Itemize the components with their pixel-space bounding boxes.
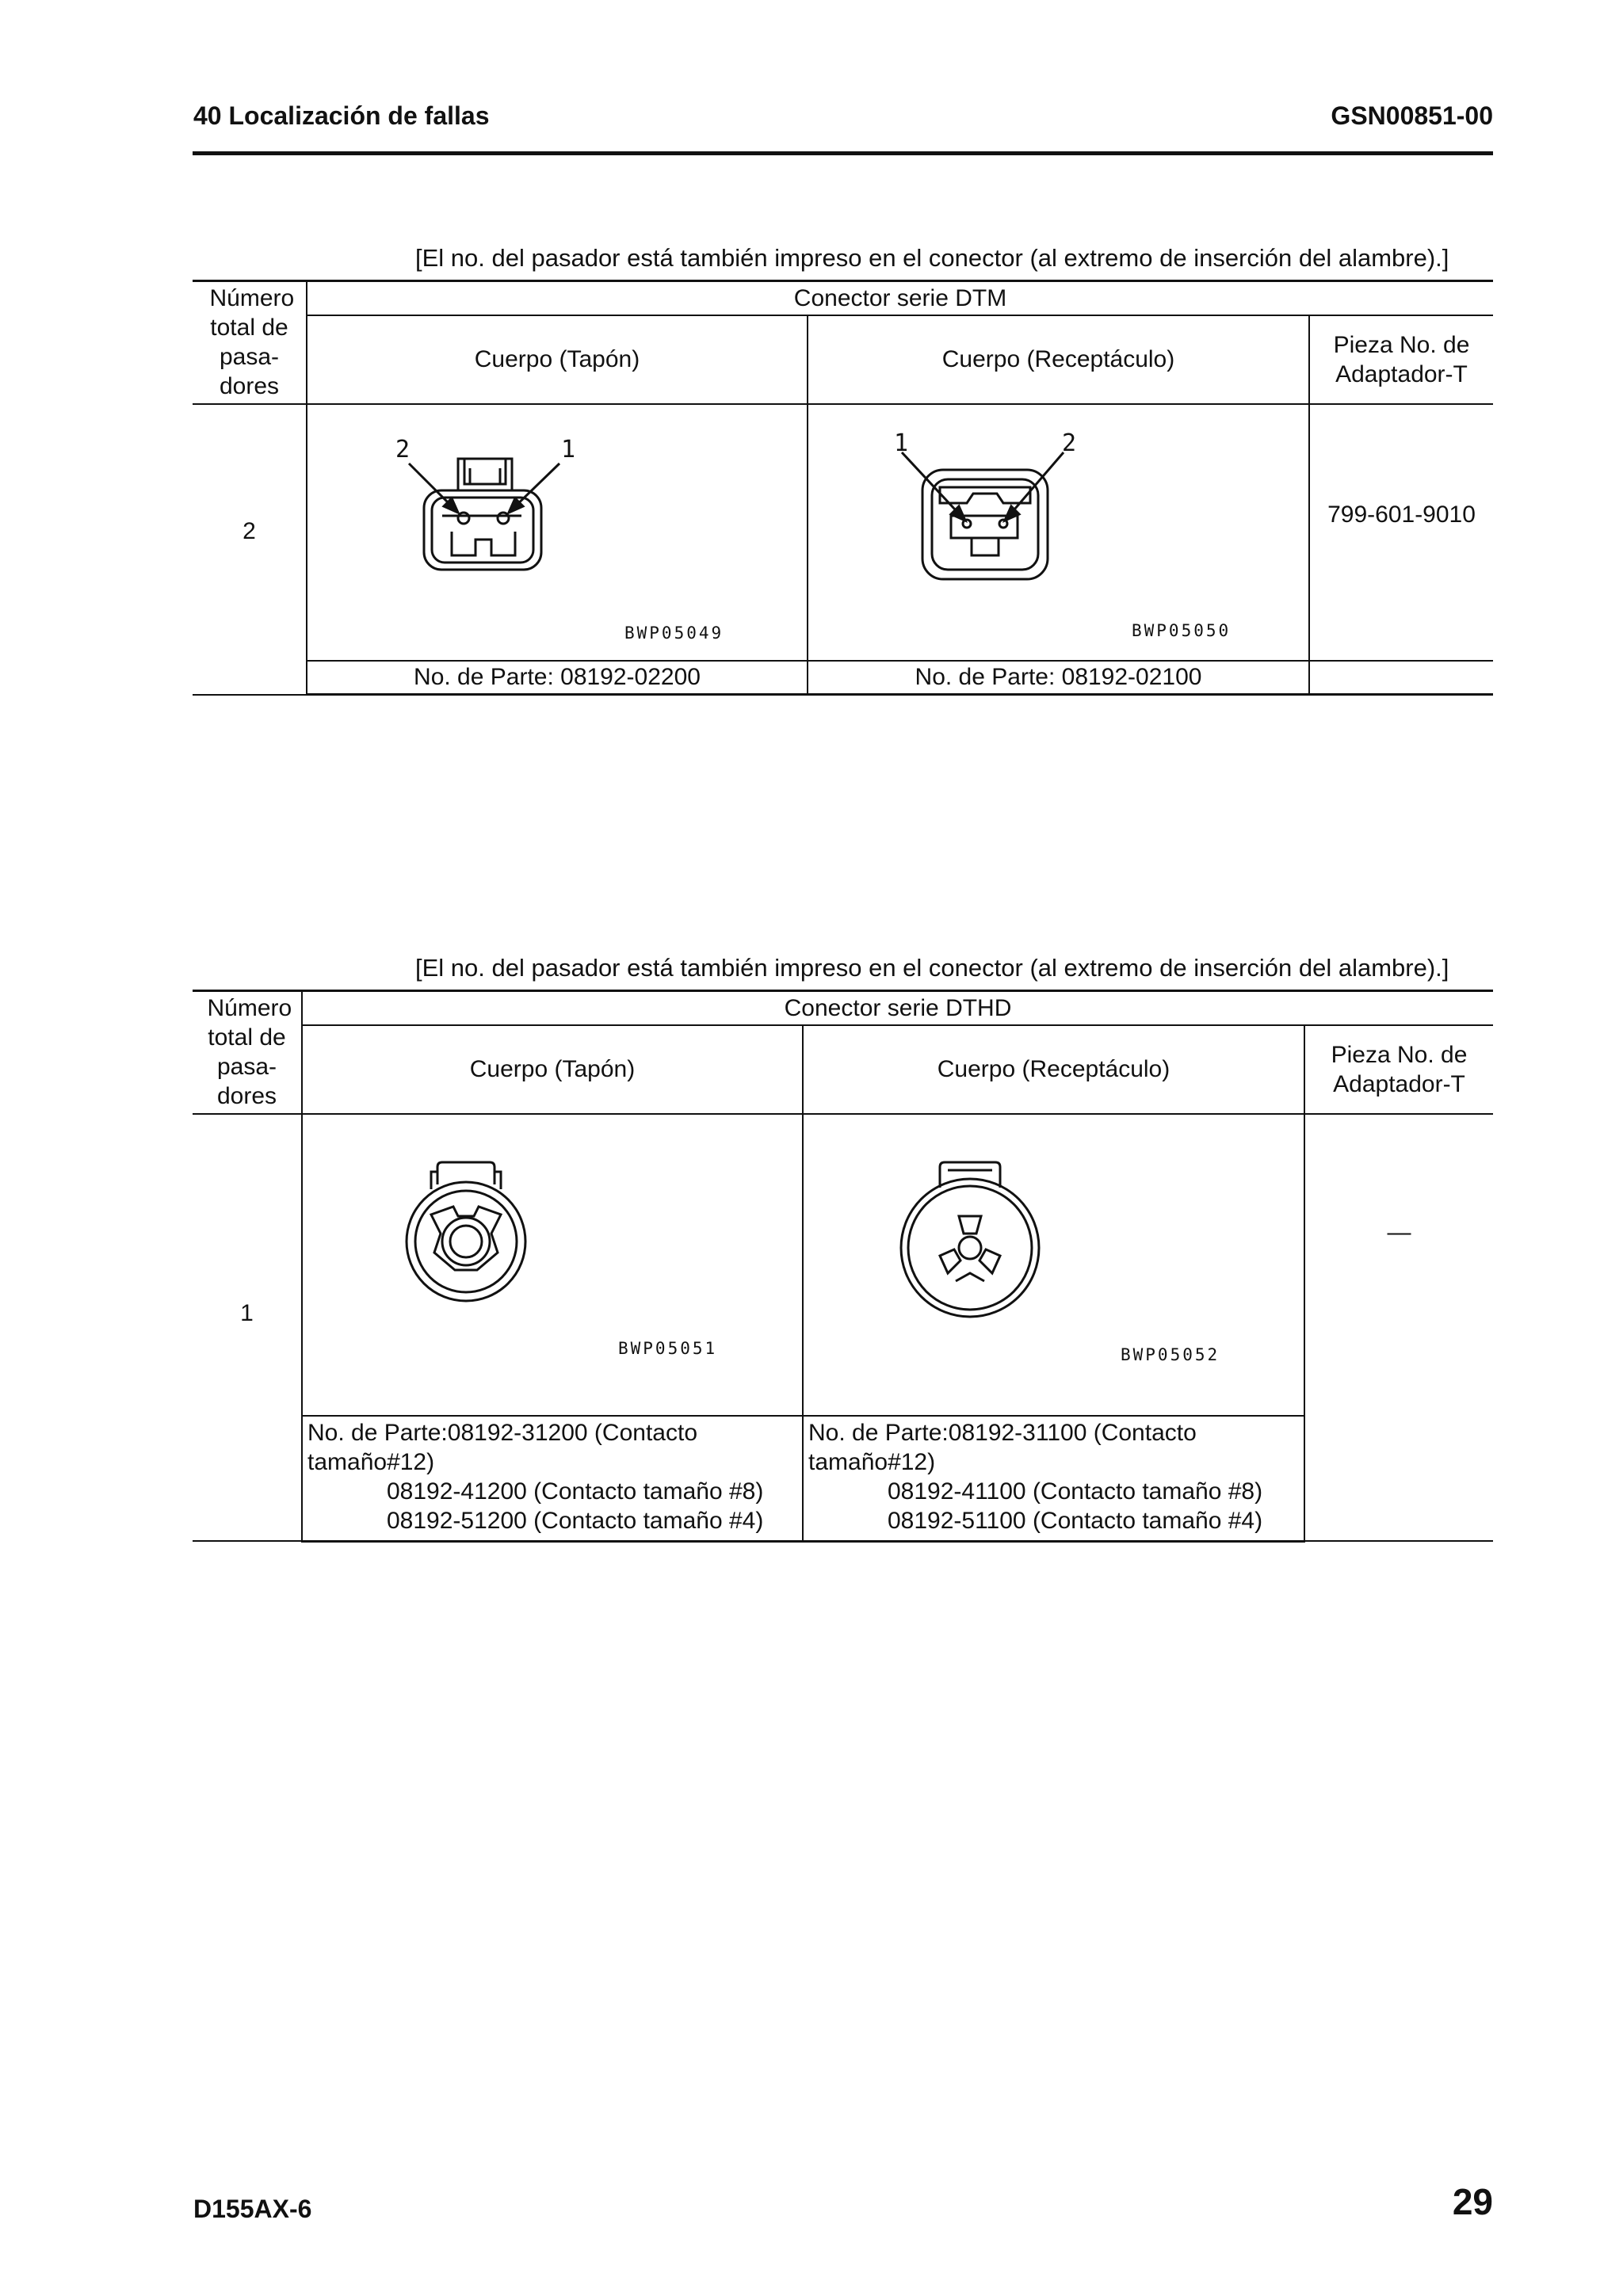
document-code: GSN00851-00: [1331, 101, 1493, 130]
plug-image-code: BWP05049: [624, 623, 724, 643]
receptacle-pin-label-2: 2: [1062, 429, 1077, 457]
dtm-plug-drawing: [307, 405, 808, 660]
series-header: Conector serie DTHD: [302, 991, 1493, 1025]
page-number: 29: [1452, 2181, 1493, 2222]
pins-column-header: Número total de pasa- dores: [193, 281, 307, 404]
receptacle-drawing-cell: [808, 404, 1309, 661]
adapter-part-number: 799-601-9010: [1309, 404, 1493, 661]
pin-note-2: [El no. del pasador está también impreso en el conector (al extremo de inserción del alambre).]: [415, 954, 1449, 982]
dtm-connector-table: [193, 280, 1493, 696]
series-header: Conector serie DTM: [307, 281, 1493, 315]
pin-note-1: [El no. del pasador está también impreso en el conector (al extremo de inserción del alambre).]: [415, 244, 1449, 272]
receptacle-image-code: BWP05050: [1132, 620, 1232, 640]
plug-header: Cuerpo (Tapón): [307, 315, 808, 404]
receptacle-image-code: BWP05052: [1121, 1344, 1220, 1364]
dthd-plug-drawing: [303, 1115, 804, 1415]
pins-column-header: Número total de pasa- dores: [193, 991, 302, 1114]
receptacle-pin-label-1: 1: [894, 429, 909, 457]
dthd-receptacle-drawing: [804, 1115, 1305, 1415]
plug-part-numbers: [302, 1416, 803, 1542]
plug-part-line-3: 08192-51200 (Contacto tamaño #4): [387, 1507, 764, 1534]
plug-drawing-cell: [307, 404, 808, 661]
plug-pin-label-1: 1: [561, 435, 576, 463]
receptacle-part-line-2: 08192-41100 (Contacto tamaño #8): [888, 1478, 1263, 1505]
empty-adapter-cell: [1309, 661, 1493, 695]
plug-part-line-1: No. de Parte:08192-31200 (Contacto tamaño#12): [307, 1419, 697, 1475]
plug-part-line-2: 08192-41200 (Contacto tamaño #8): [387, 1478, 764, 1505]
receptacle-header: Cuerpo (Receptáculo): [803, 1025, 1304, 1114]
header-rule: [193, 151, 1493, 155]
dtm-receptacle-drawing: [808, 405, 1310, 660]
pin-count: 1: [193, 1114, 302, 1542]
dthd-connector-table: [193, 990, 1493, 1543]
receptacle-drawing-cell: [803, 1114, 1304, 1416]
machine-model: D155AX-6: [193, 2195, 312, 2223]
plug-image-code: BWP05051: [618, 1338, 718, 1358]
receptacle-part-number: No. de Parte: 08192-02100: [808, 661, 1309, 695]
receptacle-header: Cuerpo (Receptáculo): [808, 315, 1309, 404]
pin-count: 2: [193, 404, 307, 695]
adapter-header: Pieza No. de Adaptador-T: [1304, 1025, 1493, 1114]
adapter-part-number: —: [1304, 1114, 1493, 1542]
adapter-header: Pieza No. de Adaptador-T: [1309, 315, 1493, 404]
receptacle-part-line-3: 08192-51100 (Contacto tamaño #4): [888, 1507, 1263, 1534]
receptacle-part-numbers: [803, 1416, 1304, 1542]
plug-pin-label-2: 2: [395, 435, 411, 463]
section-title: 40 Localización de fallas: [193, 101, 490, 130]
plug-drawing-cell: [302, 1114, 803, 1416]
plug-part-number: No. de Parte: 08192-02200: [307, 661, 808, 695]
plug-header: Cuerpo (Tapón): [302, 1025, 803, 1114]
receptacle-part-line-1: No. de Parte:08192-31100 (Contacto tamaño#12): [808, 1419, 1197, 1475]
